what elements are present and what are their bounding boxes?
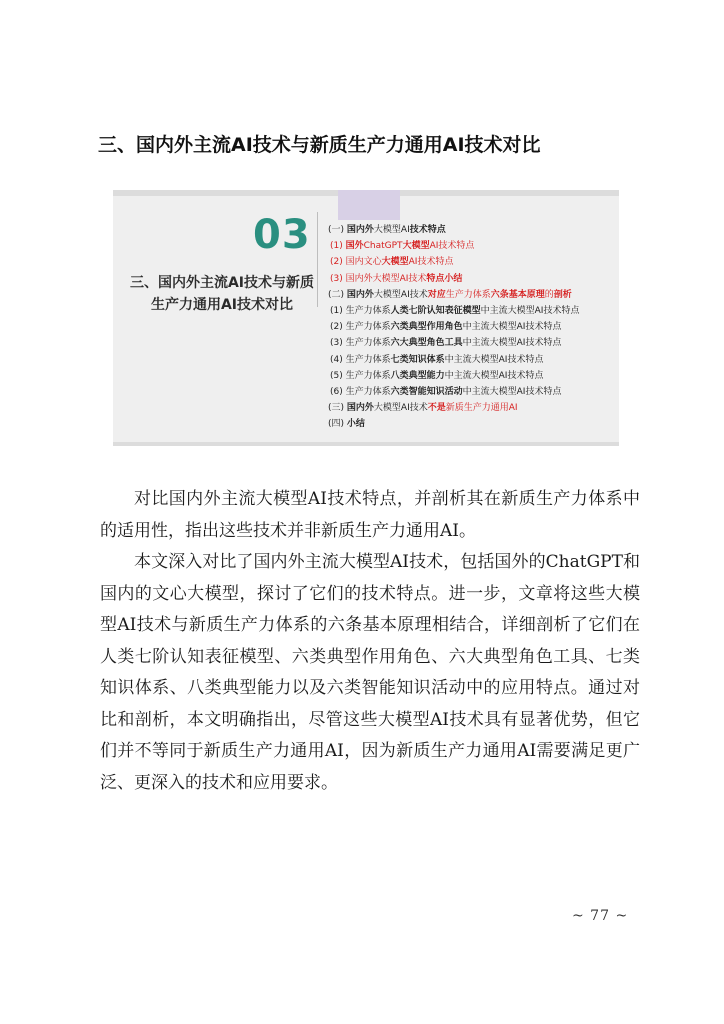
- toc-item: [328, 416, 579, 432]
- toc-item-text: 六条基本原理: [490, 289, 545, 300]
- toc-item: [328, 368, 579, 384]
- figure-bottom-strip: [113, 442, 619, 446]
- toc-item-number: (6): [330, 387, 346, 398]
- chapter-number: 03: [253, 212, 311, 258]
- toc-item: [328, 287, 579, 303]
- toc-item-text: 特点小结: [426, 273, 463, 284]
- toc-item-number: (2): [330, 257, 346, 268]
- toc-item: [328, 319, 579, 335]
- toc-item-number: (二): [328, 289, 347, 300]
- toc-item-number: (三): [328, 403, 347, 414]
- toc-item-text: 中主流大模型AI技术特点: [462, 387, 562, 398]
- toc-item-text: 中主流大模型AI技术特点: [462, 322, 562, 333]
- toc-item-number: (1): [330, 306, 346, 317]
- section-heading: 三、国内外主流AI技术与新质生产力通用AI技术对比: [98, 134, 541, 156]
- toc-item-number: (4): [330, 354, 346, 365]
- page-number: ~ 77 ~: [572, 908, 629, 924]
- paragraph-1: 对比国内外主流大模型AI技术特点，并剖析其在新质生产力体系中的适用性，指出这些技术并非新质生产力通用AI。: [100, 489, 640, 541]
- decorative-block: [338, 190, 400, 220]
- figure-title: [119, 272, 325, 316]
- toc-item-text: 大模型AI技术: [373, 289, 428, 300]
- figure-title-line-1: 三、国内外主流AI技术与新质: [129, 275, 315, 291]
- toc-item: [328, 384, 579, 400]
- toc-item-text: 国内文心: [345, 257, 382, 268]
- toc-item-text: 中主流大模型AI技术特点: [462, 338, 562, 349]
- toc-item: [328, 303, 579, 319]
- toc-item-text: 国外: [345, 241, 364, 252]
- toc-item: [328, 271, 579, 287]
- toc-item-text: 生产力体系: [345, 338, 391, 349]
- toc-item-number: (四): [328, 419, 347, 430]
- toc-item: [328, 222, 579, 238]
- toc-item-text: 大模型: [402, 241, 430, 252]
- toc-item: [328, 335, 579, 351]
- toc-item-number: (3): [330, 273, 346, 284]
- toc-item-text: 七类知识体系: [390, 354, 445, 365]
- toc-item-text: 生产力体系: [345, 387, 391, 398]
- toc-item-text: 技术特点: [409, 225, 446, 235]
- toc-item-text: 生产力体系: [445, 289, 491, 300]
- toc-item-text: 国内外大模型AI技术: [345, 273, 427, 284]
- figure-title-line-2: 生产力通用AI技术对比: [150, 297, 294, 313]
- toc-item-text: 人类七阶认知表征模型: [390, 306, 481, 317]
- toc-item-text: 剖析: [553, 289, 572, 300]
- toc-item: [328, 352, 579, 368]
- toc-item: [328, 400, 579, 416]
- toc-item-text: AI技术特点: [429, 241, 475, 252]
- toc-item-number: (5): [330, 370, 346, 381]
- section-cover-image: [113, 190, 619, 446]
- toc-item-text: 国内外: [346, 403, 374, 414]
- toc-item-number: (1): [330, 241, 346, 252]
- table-of-contents: [328, 222, 579, 433]
- toc-item-text: 中主流大模型AI技术特点: [444, 370, 544, 381]
- toc-item-text: 大模型: [381, 257, 409, 268]
- toc-item-text: 国内外: [346, 225, 374, 235]
- toc-item-text: 生产力体系: [345, 354, 391, 365]
- toc-item-text: 八类典型能力: [390, 370, 445, 381]
- toc-item-text: 生产力体系: [345, 370, 391, 381]
- toc-item-text: 大模型AI技术: [373, 403, 428, 414]
- toc-item-text: 中主流大模型AI技术特点: [480, 306, 580, 317]
- toc-item: [328, 254, 579, 270]
- toc-item-text: AI技术特点: [408, 257, 454, 268]
- body-text: [100, 484, 640, 799]
- toc-item-text: 新质生产力通用AI: [445, 403, 518, 414]
- toc-item-text: 不是: [427, 403, 446, 414]
- toc-item-text: 对应: [427, 289, 446, 300]
- toc-item-number: (一): [328, 225, 347, 235]
- toc-item-text: 六类典型作用角色: [390, 322, 463, 333]
- toc-item-number: (3): [330, 338, 346, 349]
- toc-item-text: 生产力体系: [345, 306, 391, 317]
- toc-item-number: (2): [330, 322, 346, 333]
- toc-item-text: ChatGPT: [363, 241, 403, 252]
- toc-item-text: 大模型AI: [373, 225, 410, 235]
- toc-item-text: 六大典型角色工具: [390, 338, 463, 349]
- paragraph-2: 本文深入对比了国内外主流大模型AI技术，包括国外的ChatGPT和国内的文心大模型，探讨了它们的技术特点。进一步，文章将这些大模型AI技术与新质生产力体系的六条基本原理相结合，详细剖析了它们在人类七阶认知表征模型、六类典型作用角色、六大典型角色工具、七类知识体系、八类典型能力以及六类智能知识活动中的应用特点。通过对比和剖析，本文明确指出，尽管这些大模型AI技术具有显著优势，但它们并不等同于新质生产力通用AI，因为新质生产力通用AI需要满足更广泛、更深入的技术和应用要求。: [100, 552, 640, 793]
- toc-item: [328, 238, 579, 254]
- toc-item-text: 国内外: [346, 289, 374, 300]
- toc-item-text: 的: [544, 289, 554, 300]
- toc-item-text: 小结: [346, 419, 365, 430]
- toc-item-text: 生产力体系: [345, 322, 391, 333]
- toc-item-text: 中主流大模型AI技术特点: [444, 354, 544, 365]
- toc-item-text: 六类智能知识活动: [390, 387, 463, 398]
